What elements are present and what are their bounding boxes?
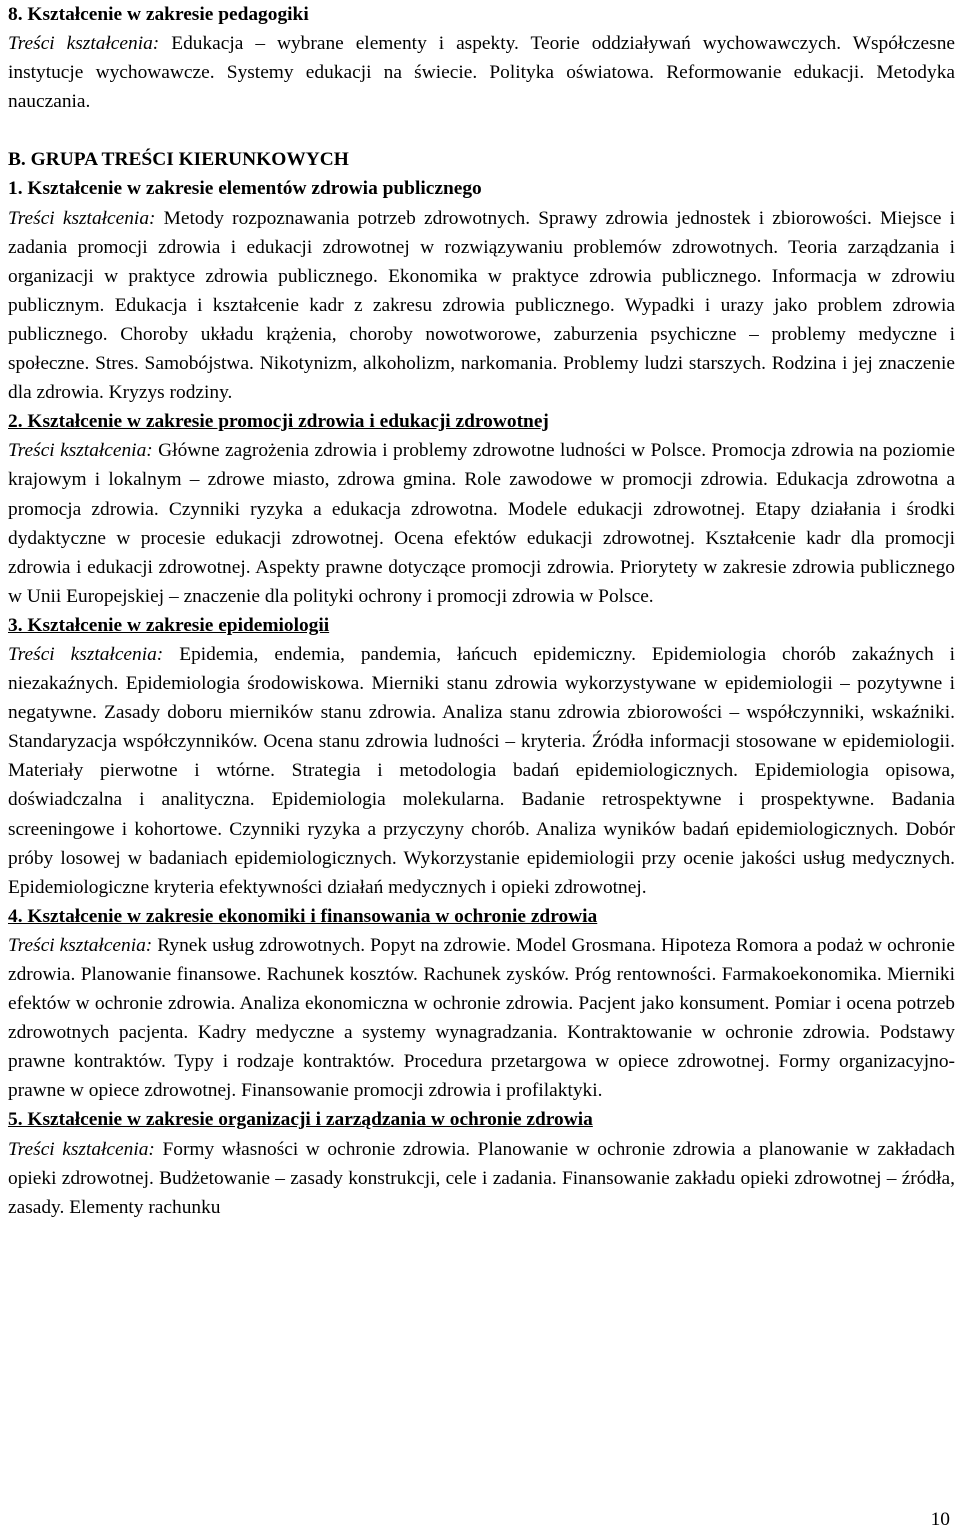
page-number: 10 [930,1509,950,1530]
section-lead-label: Treści kształcenia: [8,934,153,956]
section-epidemiology [8,611,955,902]
section-paragraph [8,204,955,408]
section-body-text: Epidemia, endemia, pandemia, łańcuch epidemiczny. Epidemiologia chorób zakaźnych i niezakaźnych. Epidemiologia środowiskowa. Mierniki stanu zdrowia wykorzystywane w epidemiologii – pozytywne i negatywne. Zasady doboru mierników stanu zdrowia. Analiza stanu zdrowia zbiorowości – współczynniki, wskaźniki. Standaryzacja współczynników. Ocena stanu zdrowia ludności – kryteria. Źródła informacji stosowane w epidemiologii. Materiały pierwotne i wtórne. Strategia i metodologia badań epidemiologicznych. Epidemiologia opisowa, doświadczalna i analityczna. Epidemiologia molekularna. Badanie retrospektywne i prospektywne. Badania screeningowe i kohortowe. Czynniki ryzyka a przyczyny chorób. Analiza wyników badań epidemiologicznych. Dobór próby losowej w badaniach epidemiologicznych. Wykorzystanie epidemiologii przy ocenie jakości usług medycznych. Epidemiologiczne kryteria efektywności działań medycznych i opieki zdrowotnej. [8,643,955,898]
section-paragraph [8,29,955,116]
section-lead-label: Treści kształcenia: [8,1138,155,1160]
section-public-health [8,174,955,407]
section-heading: 8. Kształcenie w zakresie pedagogiki [8,4,309,25]
section-health-management [8,1105,955,1221]
section-paragraph [8,931,955,1106]
section-lead-label: Treści kształcenia: [8,33,160,55]
section-body-text: Główne zagrożenia zdrowia i problemy zdrowotne ludności w Polsce. Promocja zdrowia na poziomie krajowym i lokalnym – zdrowe miasto, zdrowa gmina. Role zawodowe w promocji zdrowia. Edukacja zdrowotna a promocja zdrowia. Czynniki ryzyka a edukacja zdrowotna. Modele edukacji zdrowotnej. Etapy działania i środki dydaktyczne w procesie edukacji zdrowotnej. Ocena efektów edukacji zdrowotnej. Kształcenie kadr dla promocji zdrowia i edukacji zdrowotnej. Aspekty prawne dotyczące promocji zdrowia. Priorytety w zakresie zdrowia publicznego w Unii Europejskiej – znaczenie dla polityki ochrony i promocji zdrowia w Polsce. [8,440,956,607]
section-body-text: Metody rozpoznawania potrzeb zdrowotnych. Sprawy zdrowia jednostek i zbiorowości. Miejsce i zadania promocji zdrowia i edukacji zdrowotnej w rozwiązywaniu problemów zdrowotnych. Teoria zarządzania i organizacji w praktyce zdrowia publicznego. Ekonomika w praktyce zdrowia publicznego. Informacja w zdrowiu publicznym. Edukacja i kształcenie kadr z zakresu zdrowia publicznego. Wypadki i urazy jako problem zdrowia publicznego. Choroby układu krążenia, choroby nowotworowe, zaburzenia psychiczne – problemy medyczne i społeczne. Stres. Samobójstwa. Nikotynizm, alkoholizm, narkomania. Problemy ludzi starszych. Rodzina i jej znaczenie dla zdrowia. Kryzys rodziny. [8,207,955,404]
section-paragraph [8,1135,955,1222]
document-page [8,0,955,1222]
section-pedagogy [8,0,955,116]
section-health-economics [8,902,955,1106]
section-lead-label: Treści kształcenia: [8,643,164,665]
section-body-text: Formy własności w ochronie zdrowia. Planowanie w ochronie zdrowia a planowanie w zakładach opieki zdrowotnej. Budżetowanie – zasady konstrukcji, cele i zadania. Finansowanie zakładu opieki zdrowotnej – źródła, zasady. Elementy rachunku [8,1138,955,1218]
section-health-promotion [8,407,955,611]
section-body-text: Edukacja – wybrane elementy i aspekty. Teorie oddziaływań wychowawczych. Współczesne instytucje wychowawcze. Systemy edukacji na świecie. Polityka oświatowa. Reformowanie edukacji. Metodyka nauczania. [8,33,955,113]
section-paragraph [8,640,955,902]
section-lead-label: Treści kształcenia: [8,207,156,229]
section-heading: 3. Kształcenie w zakresie epidemiologii [8,614,330,636]
section-body-text: Rynek usług zdrowotnych. Popyt na zdrowie. Model Grosmana. Hipoteza Romora a podaż w ochronie zdrowia. Planowanie finansowe. Rachunek kosztów. Rachunek zysków. Próg rentowności. Farmakoekonomika. Mierniki efektów w ochronie zdrowia. Analiza ekonomiczna w ochronie zdrowia. Pacjent jako konsument. Pomiar i ocena potrzeb zdrowotnych pacjenta. Kadry medyczne a systemy wynagradzania. Kontraktowanie w ochronie zdrowia. Podstawy prawne kontraktów. Typy i rodzaje kontraktów. Procedura przetargowa w opiece zdrowotnej. Formy organizacyjno-prawne w opiece zdrowotnej. Finansowanie promocji zdrowia i profilaktyki. [8,934,955,1102]
section-paragraph [8,436,955,611]
group-title: B. GRUPA TREŚCI KIERUNKOWYCH [8,149,349,171]
section-heading: 4. Kształcenie w zakresie ekonomiki i finansowania w ochronie zdrowia [8,905,598,927]
section-heading: 1. Kształcenie w zakresie elementów zdrowia publicznego [8,178,482,200]
section-heading: 2. Kształcenie w zakresie promocji zdrowia i edukacji zdrowotnej [8,411,549,433]
section-heading: 5. Kształcenie w zakresie organizacji i zarządzania w ochronie zdrowia [8,1109,593,1131]
section-lead-label: Treści kształcenia: [8,440,153,462]
